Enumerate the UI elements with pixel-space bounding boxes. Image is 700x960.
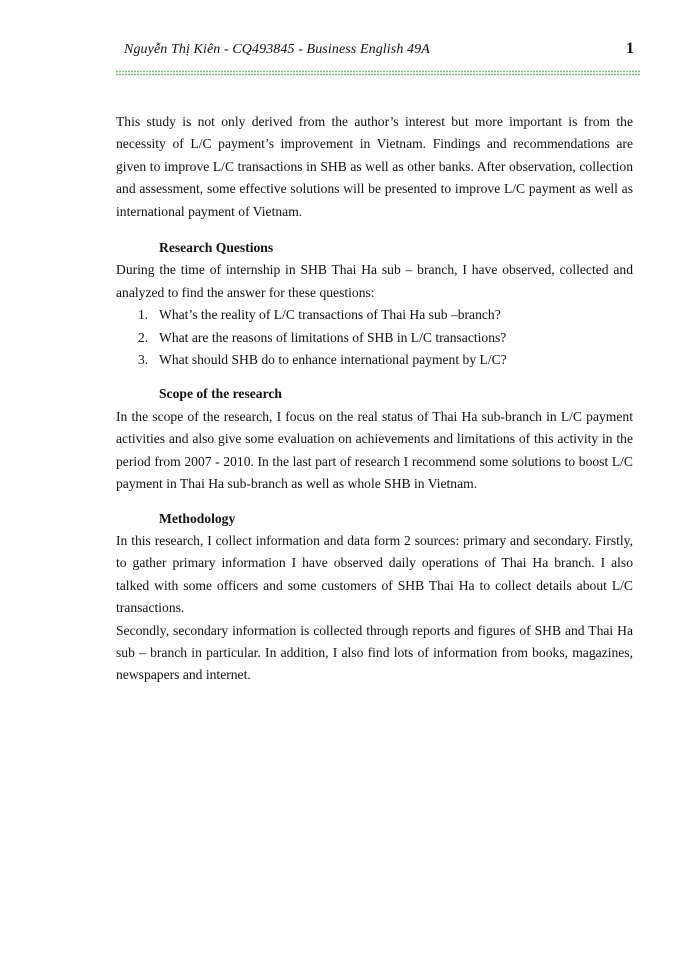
list-item-number: 3. xyxy=(138,352,149,368)
methodology-heading: Methodology xyxy=(159,510,236,526)
list-item-text: What are the reasons of limitations of SHB in L/C transactions? xyxy=(159,329,507,345)
research-questions-list xyxy=(116,304,633,371)
intro-paragraph: This study is not only derived from the author’s interest but more important is from the necessity of L/C payment’s improvement in Vietnam. Findings and recommendations are given to improve L/C transactions in SHB as well as other banks. After observation, collection and assessment, some effective solutions will be presented to improve L/C payment as well as international payment of Vietnam. xyxy=(116,114,633,219)
spacer xyxy=(116,371,633,383)
research-questions-heading: Research Questions xyxy=(159,240,274,256)
page-header xyxy=(116,40,634,64)
list-item xyxy=(116,327,633,349)
header-rule xyxy=(116,70,640,76)
scope-paragraph: In the scope of the research, I focus on the real status of Thai Ha sub-branch in L/C payment activities and also give some evaluation on achievements and limitations of this activity in the period from 2007 - 2010. In the last part of research I recommend some solutions to boost L/C payment in Thai Ha sub-branch as well as whole SHB in Vietnam. xyxy=(116,408,633,492)
methodology-paragraph-2: Secondly, secondary information is collected through reports and figures of SHB and Thai Ha sub – branch in particular. In addition, I also find lots of information from books, magazines, newspapers and internet. xyxy=(116,622,633,683)
scope-heading: Scope of the research xyxy=(159,386,282,402)
spacer xyxy=(116,496,633,508)
page-number: 1 xyxy=(626,40,634,57)
list-item xyxy=(116,349,633,371)
list-item-number: 2. xyxy=(138,329,149,345)
research-questions-intro: During the time of internship in SHB Thai Ha sub – branch, I have observed, collected and analyzed to find the answer for these questions: xyxy=(116,262,633,300)
list-item-number: 1. xyxy=(138,307,149,323)
list-item xyxy=(116,304,633,326)
list-item-text: What’s the reality of L/C transactions of Thai Ha sub –branch? xyxy=(159,307,501,323)
list-item-text: What should SHB do to enhance international payment by L/C? xyxy=(159,352,507,368)
header-title: Nguyễn Thị Kiên - CQ493845 - Business English 49A xyxy=(124,42,430,57)
document-body xyxy=(116,111,633,687)
methodology-paragraph-1: In this research, I collect information and data form 2 sources: primary and secondary. Firstly, to gather primary information I have observed daily operations of Thai Ha branch. I also talked with some officers and some customers of SHB Thai Ha to collect details about L/C transactions. xyxy=(116,532,633,616)
